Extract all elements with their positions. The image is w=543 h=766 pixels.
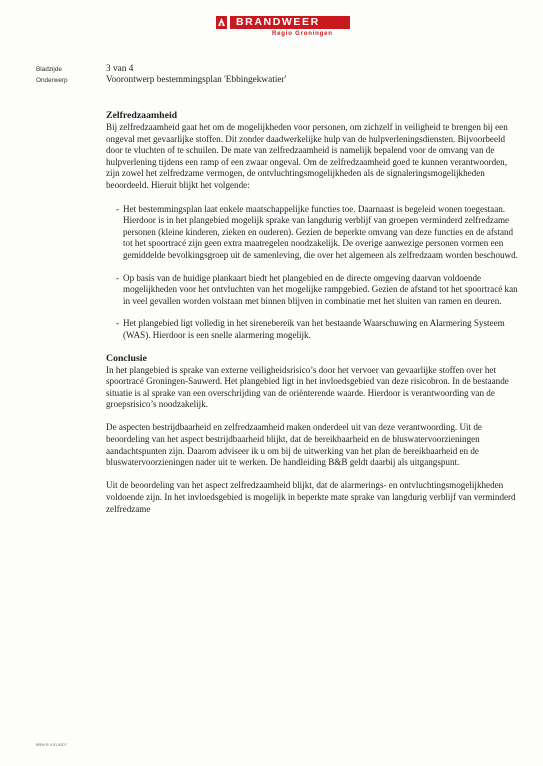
logo-region: Regio Groningen — [272, 31, 333, 37]
bullet-text: Het bestemmingsplan laat enkele maatschappelijke functies toe. Daarnaast is begeleid wonen toegestaan. Hierdoor is in het plangebied mogelijk sprake van langdurig verblijf van groepen verminderd zelfredzame personen (kleine kinderen, zieken en ouderen). Gezien de beperkte omvang van deze functies en de afstand tot het spoortracé zijn geen extra maatregelen noodzakelijk. De overige aanwezige personen vormen een gemiddelde bevolkingsgroep uit de samenleving, die over het algemeen als zelfredzaam worden beschouwd. — [123, 203, 518, 260]
logo-name: BRANDWEER — [236, 16, 320, 28]
page-label: Bladzijde — [36, 66, 62, 73]
brandweer-emblem-icon — [216, 16, 227, 29]
bullet-list — [106, 204, 518, 342]
conclusion-paragraph: De aspecten bestrijdbaarheid en zelfredzaamheid maken onderdeel uit van deze verantwoording. Uit de beoordeling van het aspect bestrijdbaarheid blijkt, dat de bereikbaarheid en de bluswatervoorzieningen aandachtspunten zijn. Daarom adviseer ik u om bij de uitwerking van het plan de bereikbaarheid en de bluswatervoorzieningen nader uit te werken. De handleiding B&B geldt daarbij als uitgangspunt. — [106, 422, 482, 468]
bullet-dash: - — [116, 318, 120, 329]
conclusion-paragraph: In het plangebied is sprake van externe veiligheidsrisico’s door het vervoer van gevaarlijke stoffen over het spoortracé Groningen-Sauwerd. Het plangebied ligt in het invloedsgebied van deze risicobron. In de bestaande situatie is al sprake van een overschrijding van de oriënterende waarde. Hierdoor is verantwoording van de groepsrisico’s noodzakelijk. — [106, 364, 509, 410]
page-number: 3 van 4 — [106, 64, 134, 74]
logo-wordmark — [230, 16, 350, 29]
brandweer-logo — [216, 16, 366, 46]
bullet-item — [106, 204, 518, 262]
document-body — [106, 110, 518, 515]
bullet-text: Op basis van de huidige plankaart biedt het plangebied en de directe omgeving daarvan voldoende mogelijkheden voor het ontvluchten van het mogelijke rampgebied. Gezien de afstand tot het spoortracé kan in veel gevallen worden volstaan met binnen blijven in combinatie met het sluiten van ramen en deuren. — [123, 272, 518, 306]
subject-label: Onderwerp — [36, 77, 68, 84]
section-heading-zelfredzaamheid: Zelfredzaamheid — [106, 110, 178, 121]
bullet-dash: - — [116, 272, 120, 283]
intro-paragraph: Bij zelfredzaamheid gaat het om de mogelijkheden voor personen, om zichzelf in veiligheid te brengen bij een ongeval met gevaarlijke stoffen. Dit zonder daadwerkelijke hulp van de hulpverleningsdiensten. Bijvoorbeeld door te vluchten of te schuilen. De mate van zelfredzaamheid is namelijk bepalend voor de omvang van de hulpverlening tijdens een ramp of een zwaar ongeval. Om de zelfredzaamheid goed te kunnen verantwoorden, zijn zowel het zelfredzame vermogen, de ontvluchtingsmogelijkheden als de signaleringsmogelijkheden beoordeeld. Hieruit blijkt het volgende: — [106, 122, 508, 190]
bullet-text: Het plangebied ligt volledig in het sirenebereik van het bestaande Waarschuwing en Alarmering Systeem (WAS). Hierdoor is een snelle alarmering mogelijk. — [123, 318, 505, 340]
bullet-item — [106, 273, 518, 308]
section-heading-conclusie: Conclusie — [106, 352, 147, 364]
subject-value: Voorontwerp bestemmingsplan 'Ebbingekwatier' — [106, 75, 287, 85]
footer-code: BRW R.V.01.0007 — [36, 743, 67, 747]
bullet-item — [106, 318, 518, 341]
bullet-dash: - — [116, 203, 120, 214]
conclusion-paragraph: Uit de beoordeling van het aspect zelfredzaamheid blijkt, dat de alarmerings- en ontvluchtingsmogelijkheden voldoende zijn. In het invloedsgebied is mogelijk in beperkte mate sprake van langdurig verblijf van verminderd zelfredzame — [106, 480, 516, 514]
